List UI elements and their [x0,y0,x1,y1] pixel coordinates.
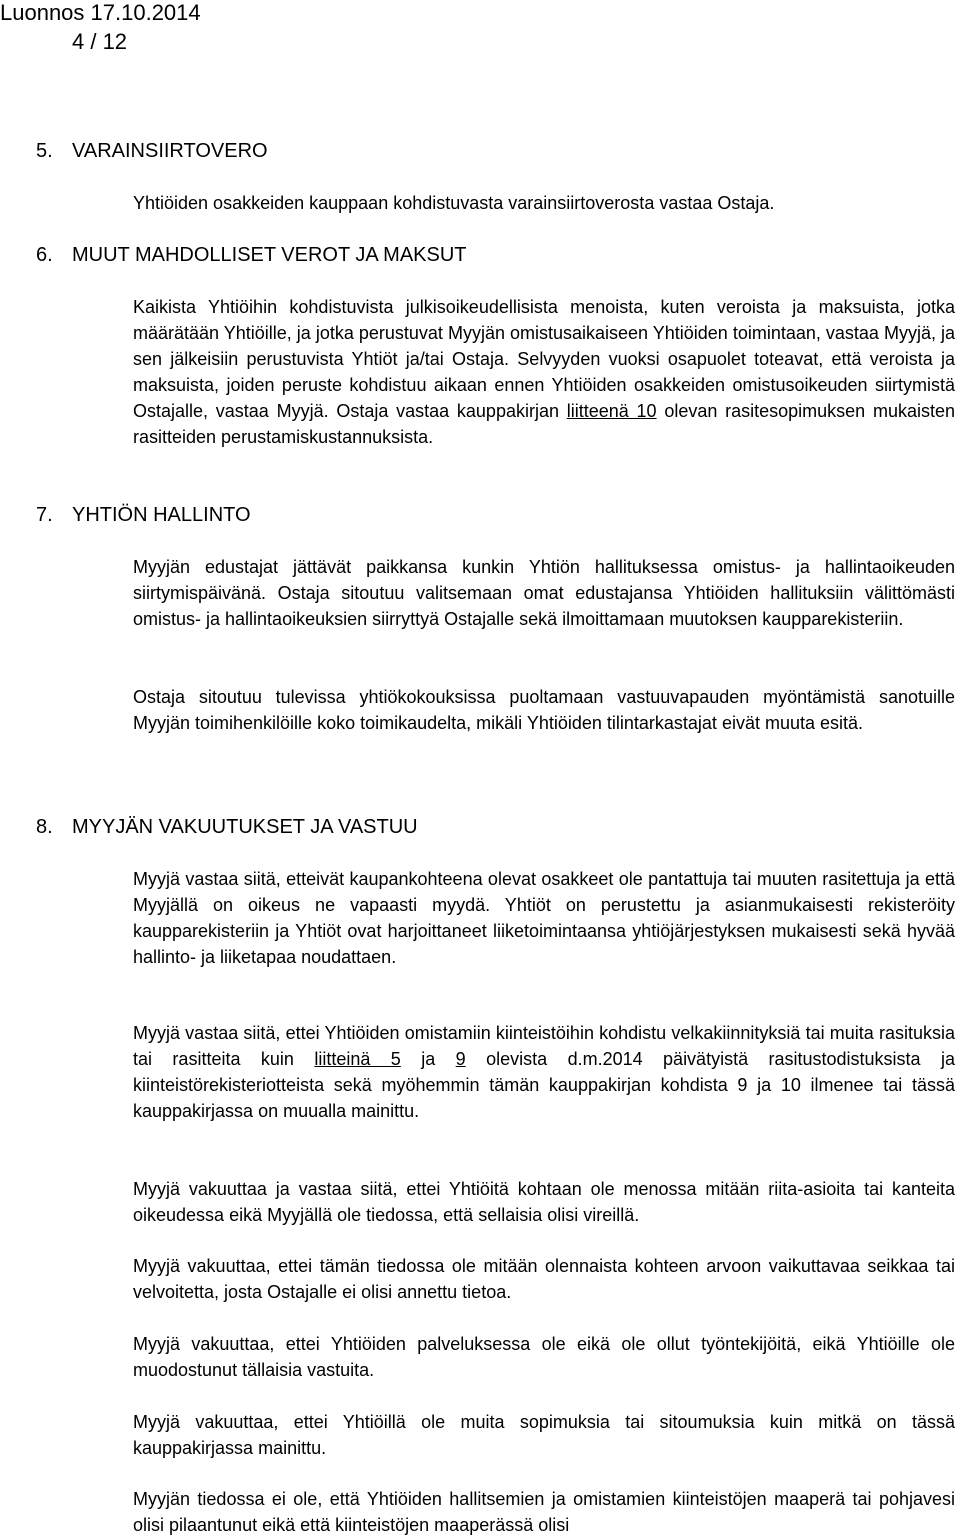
paragraph-text: olevan rasitesopimuksen mukaisten rasitteiden perustamiskustannuksista. [133,401,955,447]
paragraph-text: Kaikista Yhtiöihin kohdistuvista julkisoikeudellisista menoista, kuten veroista ja maksuista, jotka määrätään Yhtiöille, ja jotka perustuvat Myyjän omistusaikaiseen Yhtiöiden toimintaan, vastaa Myyjä, ja sen jälkeisiin perustuvista Yhtiöt ja/tai Ostaja. Selvyyden vuoksi osapuolet toteavat, että veroista ja maksuista, joiden peruste kohdistuu aikaan ennen Yhtiöiden osakkeiden omistusoikeuden siirtymistä Ostajalle, vastaa Myyjä. Ostaja vastaa kauppakirjan [133,297,955,421]
page-number: 4 / 12 [72,29,128,54]
section-heading-6 [36,243,467,267]
section-8-paragraph-4: Myyjä vakuuttaa, ettei tämän tiedossa ole mitään olennaista kohteen arvoon vaikuttavaa seikkaa tai velvoitetta, josta Ostajalle ei olisi annettu tietoa. [133,1256,955,1302]
section-6-paragraph [133,294,955,450]
section-number: 7. [36,504,53,526]
section-7-paragraph-1: Myyjän edustajat jättävät paikkansa kunkin Yhtiön hallituksessa omistus- ja hallintaoikeuden siirtymispäivänä. Ostaja sitoutuu valitsemaan omat edustajansa Yhtiöiden hallituksiin välittömästi omistus- ja hallintaoikeuksien siirryttyä Ostajalle sekä ilmoittamaan muutoksen kaupparekisteriin. [133,557,955,629]
section-number: 6. [36,244,53,266]
appendix-reference: 9 [455,1049,466,1069]
section-title: VARAINSIIRTOVERO [72,140,268,162]
paragraph-text: ja [400,1049,456,1069]
section-number: 8. [36,816,53,838]
section-8-paragraph-7: Myyjän tiedossa ei ole, että Yhtiöiden hallitsemien ja omistamien kiinteistöjen maaperä tai pohjavesi olisi pilaantunut eikä että kiinteistöjen maaperässä olisi [133,1489,955,1535]
paragraph-text: olevista d.m.2014 päivätyistä rasitustodistuksista ja kiinteistörekisteriotteista sekä myöhemmin tämän kauppakirjan kohdista 9 ja 10 ilmenee tai tässä kauppakirjassa on muualla mainittu. [133,1049,956,1121]
section-8-paragraph-1: Myyjä vastaa siitä, etteivät kaupankohteena olevat osakkeet ole pantattuja tai muuten rasitettuja ja että Myyjällä on oikeus ne vapaasti myydä. Yhtiöt on perustettu ja asianmukaisesti rekisteröity kaupparekisteriin ja Yhtiöt ovat harjoittaneet liiketoimintaansa yhtiöjärjestyksen mukaisesti sekä hyvää hallinto- ja liiketapaa noudattaen. [133,869,955,967]
section-8-paragraph-3: Myyjä vakuuttaa ja vastaa siitä, ettei Yhtiöitä kohtaan ole menossa mitään riita-asioita tai kanteita oikeudessa eikä Myyjällä ole tiedossa, että sellaisia olisi vireillä. [133,1179,955,1225]
section-title: YHTIÖN HALLINTO [72,504,251,526]
section-heading-7 [36,503,251,527]
appendix-reference: liitteinä 5 [314,1049,401,1069]
section-7-paragraph-2: Ostaja sitoutuu tulevissa yhtiökokouksissa puoltamaan vastuuvapauden myöntämistä sanotuille Myyjän toimihenkilöille koko toimikaudelta, mikäli Yhtiöiden tilintarkastajat eivät muuta esitä. [133,687,955,733]
draft-date-header: Luonnos 17.10.2014 [0,0,201,25]
section-number: 5. [36,140,53,162]
section-heading-5 [36,139,268,163]
section-8-paragraph-5: Myyjä vakuuttaa, ettei Yhtiöiden palveluksessa ole eikä ole ollut työntekijöitä, eikä Yhtiöille ole muodostunut tällaisia vastuita. [133,1334,955,1380]
section-5-paragraph: Yhtiöiden osakkeiden kauppaan kohdistuvasta varainsiirtoverosta vastaa Ostaja. [133,193,775,213]
appendix-reference: liitteenä 10 [566,401,657,421]
paragraph-text: Myyjä vastaa siitä, ettei Yhtiöiden omistamiin kiinteistöihin kohdistu velkakiinnityksiä tai muita rasituksia tai rasitteita kuin [133,1023,955,1069]
section-8-paragraph-2 [133,1020,955,1124]
section-title: MYYJÄN VAKUUTUKSET JA VASTUU [72,816,418,838]
section-heading-8 [36,815,418,839]
section-title: MUUT MAHDOLLISET VEROT JA MAKSUT [72,244,467,266]
section-8-paragraph-6: Myyjä vakuuttaa, ettei Yhtiöillä ole muita sopimuksia tai sitoumuksia kuin mitkä on tässä kauppakirjassa mainittu. [133,1412,955,1458]
